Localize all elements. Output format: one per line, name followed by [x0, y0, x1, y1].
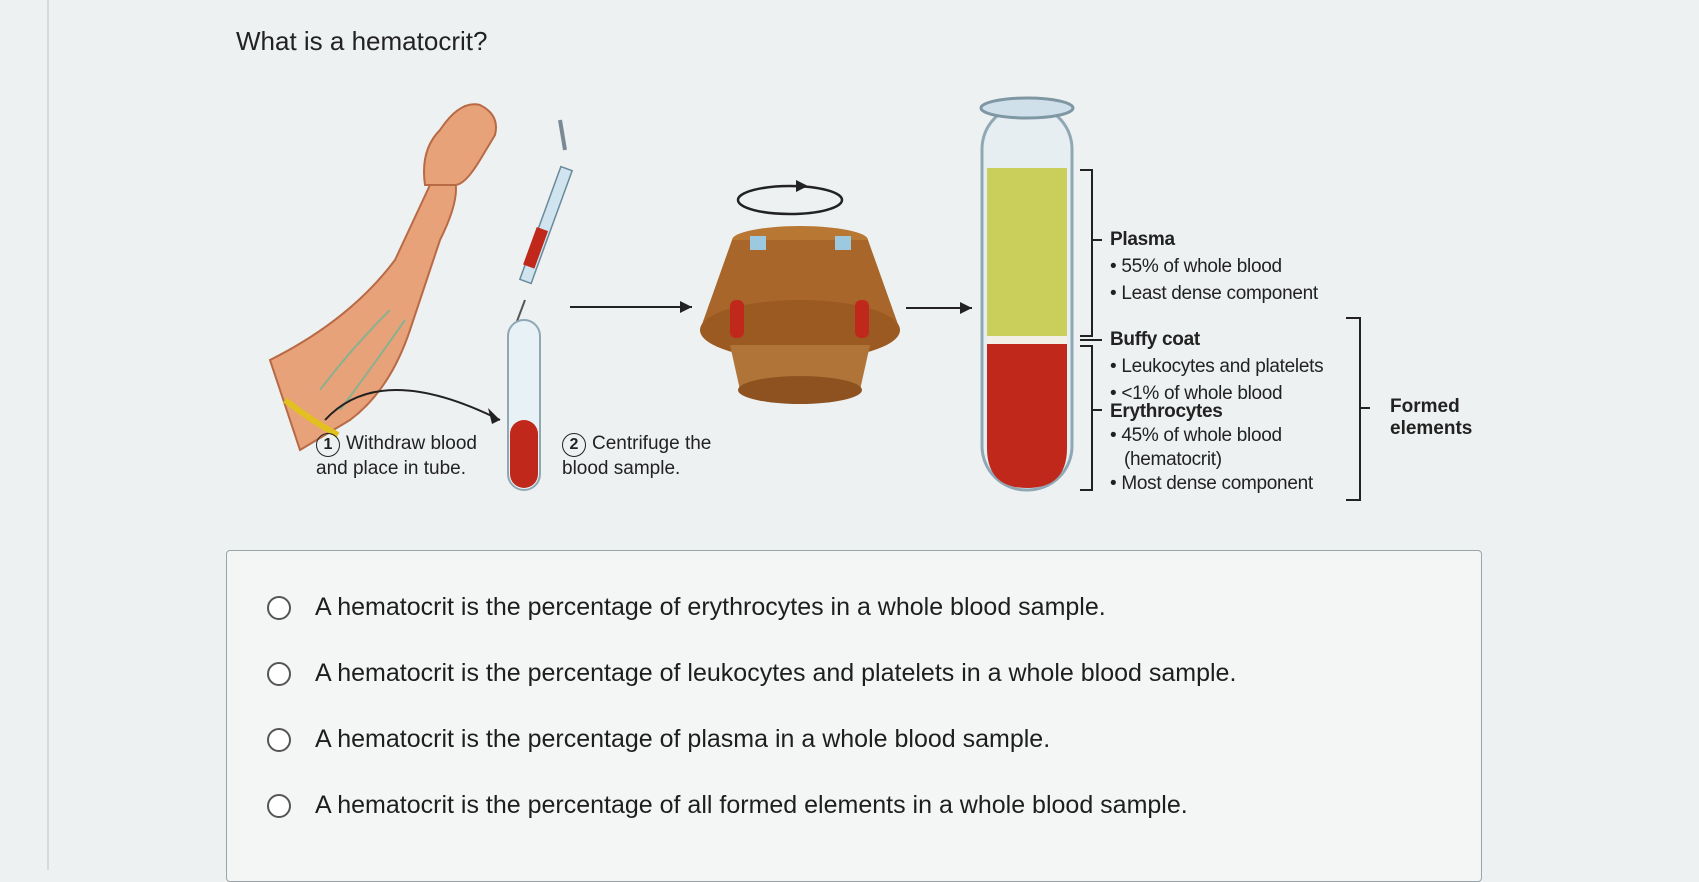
page-border	[47, 0, 49, 870]
radio-button[interactable]	[267, 596, 291, 620]
option-erythrocytes[interactable]: A hematocrit is the percentage of erythrocytes in a whole blood sample.	[267, 593, 1106, 622]
radio-button[interactable]	[267, 728, 291, 752]
option-formed-elements[interactable]: A hematocrit is the percentage of all formed elements in a whole blood sample.	[267, 791, 1188, 820]
radio-button[interactable]	[267, 794, 291, 818]
option-plasma[interactable]: A hematocrit is the percentage of plasma in a whole blood sample.	[267, 725, 1050, 754]
step-number: 2	[562, 433, 586, 457]
hematocrit-figure	[230, 90, 1500, 510]
centrifuge-icon	[700, 226, 900, 404]
radio-button[interactable]	[267, 662, 291, 686]
step-number: 1	[316, 433, 340, 457]
answer-options	[226, 550, 1482, 882]
question-text: What is a hematocrit?	[236, 26, 488, 56]
plasma-label: Plasma • 55% of whole blood • Least dense component	[1110, 229, 1318, 304]
buffy-coat-label: Buffy coat • Leukocytes and platelets • <1% of whole blood	[1110, 329, 1324, 404]
syringe-icon	[508, 120, 572, 345]
erythrocytes-label: Erythrocytes • 45% of whole blood (hematocrit) • Most dense component	[1110, 401, 1313, 494]
formed-elements-label: Formed elements	[1390, 396, 1473, 439]
centrifuged-tube-icon	[981, 98, 1073, 490]
small-tube-icon	[508, 320, 540, 490]
step-1-label: 1 Withdraw blood and place in tube.	[316, 433, 477, 479]
arm-icon	[270, 104, 496, 450]
step-2-label: 2 Centrifuge the blood sample.	[562, 433, 712, 479]
option-leukocytes-platelets[interactable]: A hematocrit is the percentage of leukocytes and platelets in a whole blood sample.	[267, 659, 1236, 688]
